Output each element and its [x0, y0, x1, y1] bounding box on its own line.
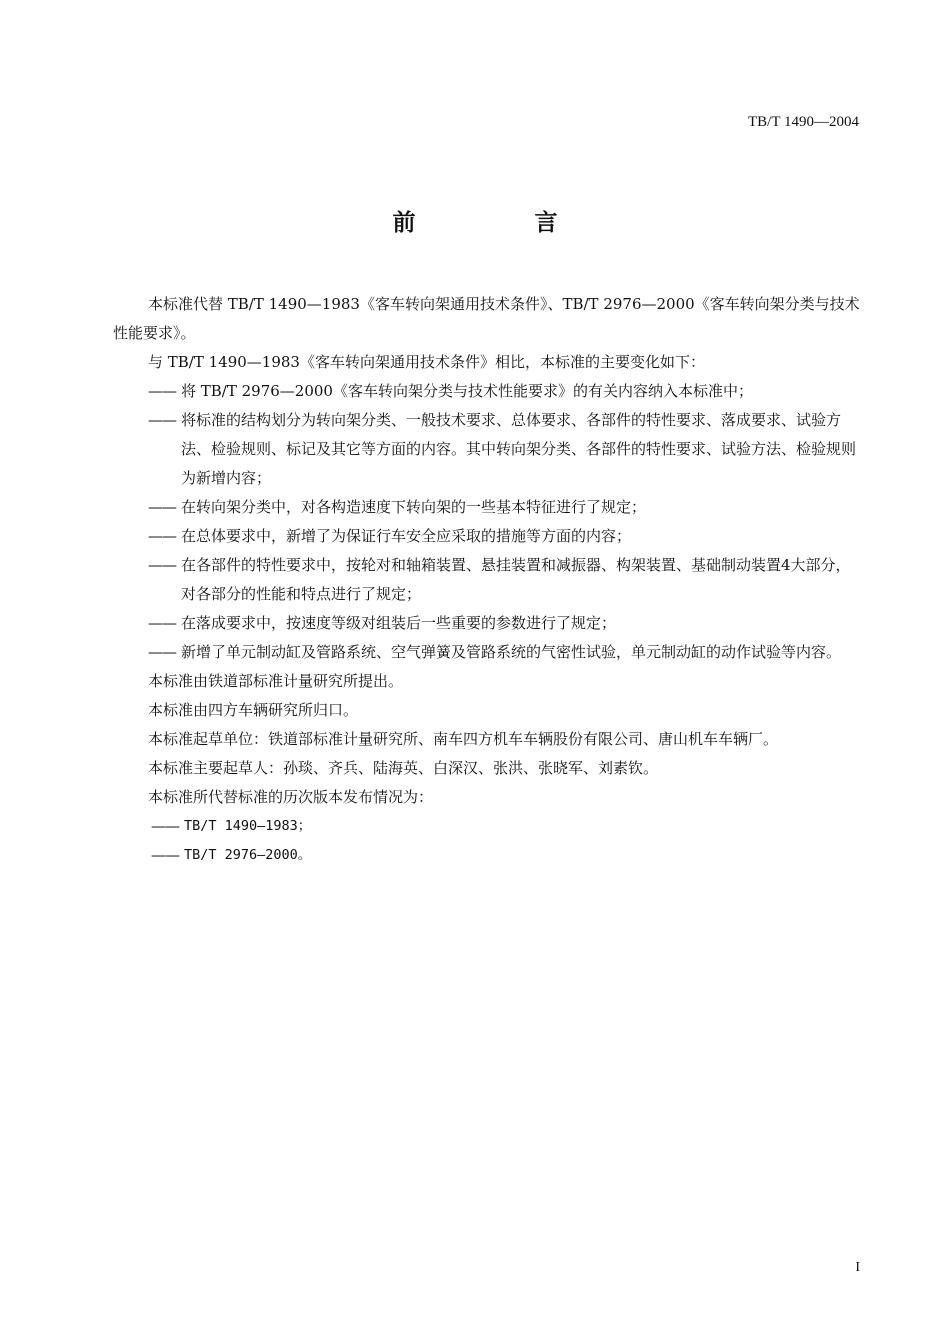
page-title: 前 言 [392, 209, 606, 236]
dash-marker: —— [148, 527, 176, 545]
history-item [113, 841, 860, 870]
standard-code: TB/T 1490—2004 [748, 114, 859, 130]
change-item-text: 将标准的结构划分为转向架分类、一般技术要求、总体要求、各部件的特性要求、落成要求、试验方法、检验规则、标记及其它等方面的内容。其中转向架分类、各部件的特性要求、试验方法、检验规则为新增内容； [181, 411, 857, 487]
dash-marker: —— [148, 498, 176, 516]
change-item [113, 638, 860, 667]
change-item [113, 493, 860, 522]
history-item [113, 812, 860, 841]
change-item-text: 新增了单元制动缸及管路系统、空气弹簧及管路系统的气密性试验，单元制动缸的动作试验等内容。 [181, 643, 842, 661]
change-item-text: 在转向架分类中，对各构造速度下转向架的一些基本特征进行了规定； [181, 498, 647, 516]
change-item [113, 406, 860, 493]
change-item-text: 在落成要求中，按速度等级对组装后一些重要的参数进行了规定； [181, 614, 617, 632]
proposed-by-statement: 本标准由铁道部标准计量研究所提出。 [148, 672, 404, 690]
change-item-text: 在总体要求中，新增了为保证行车安全应采取的措施等方面的内容； [181, 527, 632, 545]
document-body [113, 290, 860, 870]
drafting-units-statement: 本标准起草单位：铁道部标准计量研究所、南车四方机车车辆股份有限公司、唐山机车车辆厂。 [148, 730, 779, 748]
changes-intro: 与 TB/T 1490—1983《客车转向架通用技术条件》相比，本标准的主要变化如下： [148, 353, 705, 371]
dash-marker: —— [148, 411, 176, 429]
change-item [113, 522, 860, 551]
history-item-text: TB/T 1490—1983； [184, 818, 312, 834]
history-intro: 本标准所代替标准的历次版本发布情况为： [148, 788, 434, 806]
dash-marker: —— [148, 556, 176, 574]
dash-marker: —— [148, 382, 176, 400]
dash-marker: —— [151, 846, 179, 864]
change-item [113, 551, 860, 609]
change-item-text: 在各部件的特性要求中，按轮对和轴箱装置、悬挂装置和减振器、构架装置、基础制动装置4大部分，对各部分的性能和特点进行了规定； [181, 556, 851, 603]
change-item-text: 将 TB/T 2976—2000《客车转向架分类与技术性能要求》的有关内容纳入本标准中； [181, 382, 753, 400]
centralized-by-statement: 本标准由四方车辆研究所归口。 [148, 701, 359, 719]
dash-marker: —— [148, 643, 176, 661]
replacement-paragraph: 本标准代替 TB/T 1490—1983《客车转向架通用技术条件》、TB/T 2976—2000《客车转向架分类与技术性能要求》。 [113, 295, 860, 342]
page-number: I [855, 1260, 860, 1275]
history-item-text: TB/T 2976—2000。 [184, 847, 312, 863]
dash-marker: —— [151, 817, 179, 835]
change-item [113, 609, 860, 638]
drafters-statement: 本标准主要起草人：孙琰、齐兵、陆海英、白深汉、张洪、张晓军、刘素钦。 [148, 759, 659, 777]
dash-marker: —— [148, 614, 176, 632]
change-item [113, 377, 860, 406]
